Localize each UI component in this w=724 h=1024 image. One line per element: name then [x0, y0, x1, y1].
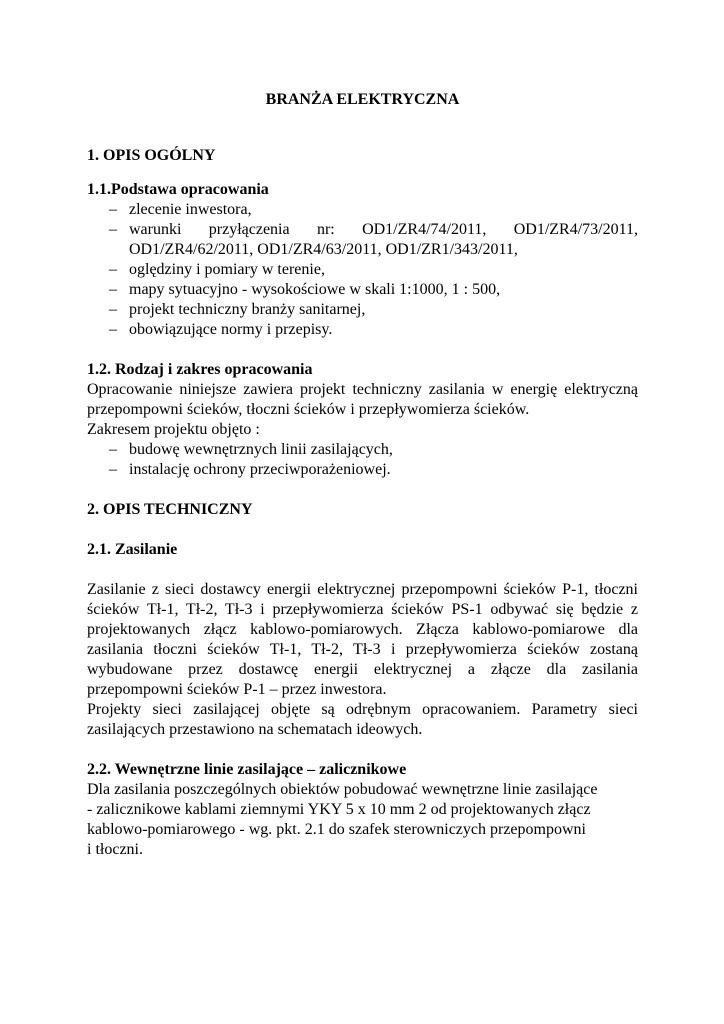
scope-list [87, 440, 638, 480]
power-supply-paragraph: Zasilanie z sieci dostawcy energii elektrycznej przepompowni ścieków P-1, tłoczni ścieków Tł-1, Tł-2, Tł-3 i przepływomierza ścieków PS-1 odbywać się będzie z projektowanych złącz kablowo-pomiarowych. Złącza kablowo-pomiarowe dla zasilania tłoczni ścieków Tł-1, Tł-2, Tł-3 i przepływomierza ścieków zostaną wybudowane przez dostawcę energii elektrycznej a złącze dla zasilania przepompowni ścieków P-1 – przez inwestora. [87, 581, 638, 698]
list-item [87, 320, 638, 340]
list-item-text: instalację ochrony przeciwporażeniowej. [129, 461, 391, 478]
list-item [87, 220, 638, 260]
dash-bullet: – [109, 201, 117, 218]
dash-bullet: – [109, 441, 117, 458]
document-title: BRANŻA ELEKTRYCZNA [265, 91, 460, 108]
supply-network-paragraph: Projekty sieci zasilającej objęte są odrębnym opracowaniem. Parametry sieci zasilających przestawiono na schematach ideowych. [87, 701, 638, 738]
internal-lines-line: - zalicznikowe kablami ziemnymi YKY 5 x 10 mm 2 od projektowanych złącz [87, 801, 591, 818]
dash-bullet: – [109, 461, 117, 478]
internal-lines-line: i tłoczni. [87, 841, 143, 858]
list-item [87, 200, 638, 220]
list-item-text: warunki przyłączenia nr: OD1/ZR4/74/2011, OD1/ZR4/73/2011, OD1/ZR4/62/2011, OD1/ZR4/63/2011, OD1/ZR1/343/2011, [129, 221, 638, 258]
document-content [87, 90, 638, 860]
scope-paragraph: Opracowanie niniejsze zawiera projekt techniczny zasilania w energię elektryczną przepompowni ścieków, tłoczni ścieków i przepływomierza ścieków. [87, 381, 638, 418]
dash-bullet: – [109, 261, 117, 278]
section-2-2-heading: 2.2. Wewnętrzne linie zasilające – zalicznikowe [87, 761, 407, 778]
dash-bullet: – [109, 281, 117, 298]
section-1-heading: 1. OPIS OGÓLNY [87, 147, 216, 164]
list-item-text: obowiązujące normy i przepisy. [129, 321, 333, 338]
list-item-text: projekt techniczny branży sanitarnej, [129, 301, 366, 318]
internal-lines-line: kablowo-pomiarowego - wg. pkt. 2.1 do szafek sterowniczych przepompowni [87, 821, 586, 838]
section-2-heading: 2. OPIS TECHNICZNY [87, 501, 253, 518]
internal-lines-line: Dla zasilania poszczególnych obiektów pobudować wewnętrzne linie zasilające [87, 781, 598, 798]
list-item [87, 280, 638, 300]
section-1-1-heading: 1.1.Podstawa opracowania [87, 181, 269, 198]
list-item-text: oględziny i pomiary w terenie, [129, 261, 325, 278]
list-item [87, 300, 638, 320]
list-item-text: mapy sytuacyjno - wysokościowe w skali 1:1000, 1 : 500, [129, 281, 501, 298]
basis-list [87, 200, 638, 340]
list-item [87, 460, 638, 480]
dash-bullet: – [109, 321, 117, 338]
list-item-text: budowę wewnętrznych linii zasilających, [129, 441, 393, 458]
list-item-text: zlecenie inwestora, [129, 201, 252, 218]
scope-intro: Zakresem projektu objęto : [87, 421, 260, 438]
dash-bullet: – [109, 221, 117, 238]
section-1-2-heading: 1.2. Rodzaj i zakres opracowania [87, 361, 313, 378]
section-2-1-heading: 2.1. Zasilanie [87, 541, 178, 558]
list-item [87, 440, 638, 460]
dash-bullet: – [109, 301, 117, 318]
list-item [87, 260, 638, 280]
